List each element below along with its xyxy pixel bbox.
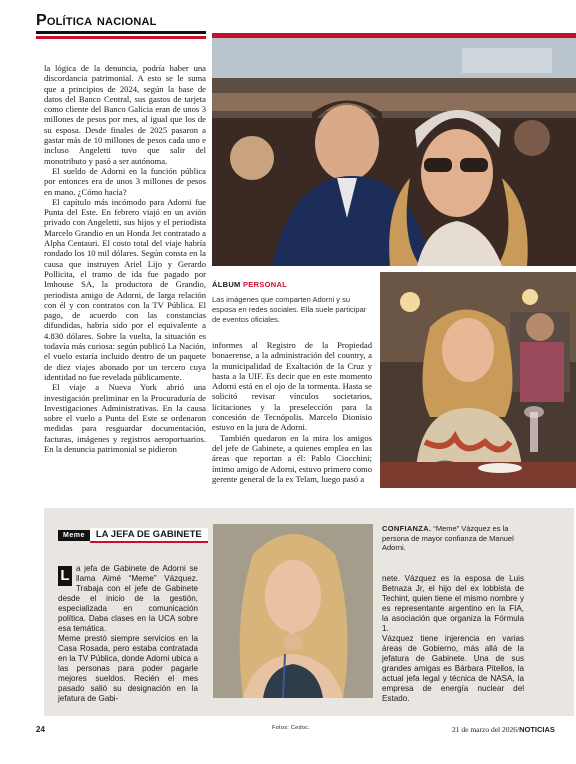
section-title: [36, 12, 157, 30]
caption-text: “Meme” Vázquez es la persona de mayor confianza de Manuel Adorni.: [382, 524, 514, 552]
article-column-2: [212, 340, 372, 484]
album-label-a: ÁLBUM: [212, 280, 241, 289]
paragraph: También quedaron en la mira los amigos del jefe de Gabinete, a quienes emplea en las áreas que reportan a él: Pablo Ciocchini; íntimo amigo de Adorni, estuvo primero como gerente general de la ex Telam, luego pasó a: [212, 432, 372, 484]
paragraph: la lógica de la denuncia, podría haber una discordancia patrimonial. A esto se le suma que a principios de 2024, según la base de datos del Banco Central, sus gastos de tarjeta como cliente del Banco Galicia eran de unos 3 millones de pesos por mes, al igual que los de su esposa. Desde finales de 2025 pasaron a gastar más de 10 millones de pesos cada uno e incluso Angeletti tuvo que salir del monotributo y pasó a ser autónoma.: [44, 63, 206, 166]
drop-cap: L: [58, 566, 72, 586]
photo-couple-stadium: [212, 38, 576, 266]
paragraph: El sueldo de Adorni en la función pública por entonces era de unos 3 millones de pesos en mano. ¿Cómo hacía?: [44, 165, 206, 197]
paragraph: El capítulo más incómodo para Adorni fue Punta del Este. En febrero viajó en un avión privado con Angeletti, sus hijos y el periodista Marcelo Grandio en un Honda Jet contratado a Alpha Centauri. El costo total del viaje habría rondado los 10 mil dólares. Según consta en la causa que instruyen Ariel Lijo y Gerardo Pollicita, el tramo de ida fue pagado por Imhouse SA, la productora de Grandio, periodista amigo de Adorni, de larga relación con él y con contratos con la TV Pública. El pago, de acuerdo con las constancias difundidas, habría sido por el equivalente a 4.830 dólares. Sobre la vuelta, la situación es todavía más curiosa: según publicó La Nación, el vuelo estaría incluido dentro de un paquete de diez viajes abonado por un tercero cuya identidad no fue revelada públicamente.: [44, 196, 206, 382]
dateline: 21 de marzo del 2026/NOTICIAS: [452, 725, 555, 734]
header-rule-red: [36, 36, 206, 39]
article-column-1: [44, 63, 206, 454]
photo-meme-vazquez: [213, 524, 373, 698]
photo-credit: Fotos: Cedoc.: [272, 725, 311, 731]
page-number: 24: [36, 725, 45, 734]
box-title: [58, 528, 208, 543]
box-paragraph: nete. Vázquez es la esposa de Luis Betnaza Jr, el hijo del ex lobbista de Techint, quien tiene el mismo nombre y es representante argentino en la FIA, la asociación que organiza la Fórmula 1.: [382, 574, 524, 633]
header-rule-black: [36, 31, 206, 34]
box-photo-caption: [382, 524, 532, 553]
box-paragraph: [58, 564, 198, 634]
magazine-name: NOTICIAS: [519, 725, 555, 734]
box-paragraph: Meme prestó siempre servicios en la Casa Rosada, pero estaba contratada en la TV Pública, donde Adorni ubica a las personas para poder pagarle mejores sueldos. Recién el mes pasado salió su designación en la jefatura de Gabi-: [58, 634, 198, 703]
box-column-2: [382, 574, 524, 704]
section-title-text: Política nacional: [36, 12, 157, 29]
photo-woman-restaurant: [380, 272, 576, 488]
album-label: [212, 280, 287, 289]
box-column-1: [58, 564, 198, 704]
caption-label: CONFIANZA.: [382, 524, 432, 533]
box-heading: LA JEFA DE GABINETE: [90, 528, 208, 543]
album-caption: Las imágenes que comparten Adorni y su esposa en redes sociales. Ella suele participar de eventos oficiales.: [212, 295, 367, 324]
paragraph: El viaje a Nueva York abrió una investigación preliminar en la Procuraduría de Investigaciones Administrativas. En la causa sobre el vuelo a Punta del Este se ordenaron medidas para resguardar documentación, facturas, imágenes y registros aeroportuarios. En la denuncia patrimonial se pidieron: [44, 382, 206, 454]
issue-date: 21 de marzo del 2026: [452, 725, 517, 734]
box-paragraph-text: a jefa de Gabinete de Adorni se llama Aimé “Meme” Vázquez. Trabaja con el jefe de Gabinete desde el inicio de la gestión, especializada en comunicación política. Daba clases en la UCA sobre esa temática.: [58, 564, 198, 633]
album-label-b: PERSONAL: [242, 280, 288, 289]
box-paragraph: Vázquez tiene injerencia en varias áreas de Gobierno, más allá de la jefatura de Gabinete. Una de sus grandes amigas es Bárbara Pitellos, la actual jefa legal y técnica de NASA, la empresa de energía nuclear del Estado.: [382, 634, 524, 703]
box-tag: Meme: [58, 530, 90, 541]
paragraph: informes al Registro de la Propiedad bonaerense, a la administración del country, a la municipalidad de Exaltación de la Cruz y hasta a la UIF. Es decir que en este momento Adorni está en el ojo de la tormenta. Hasta se solicitó revisar vínculos societarios, licitaciones y la preselección para la concesión de Tecnópolis. Marcelo Dionisio estuvo en la jura de Adorni.: [212, 340, 372, 433]
